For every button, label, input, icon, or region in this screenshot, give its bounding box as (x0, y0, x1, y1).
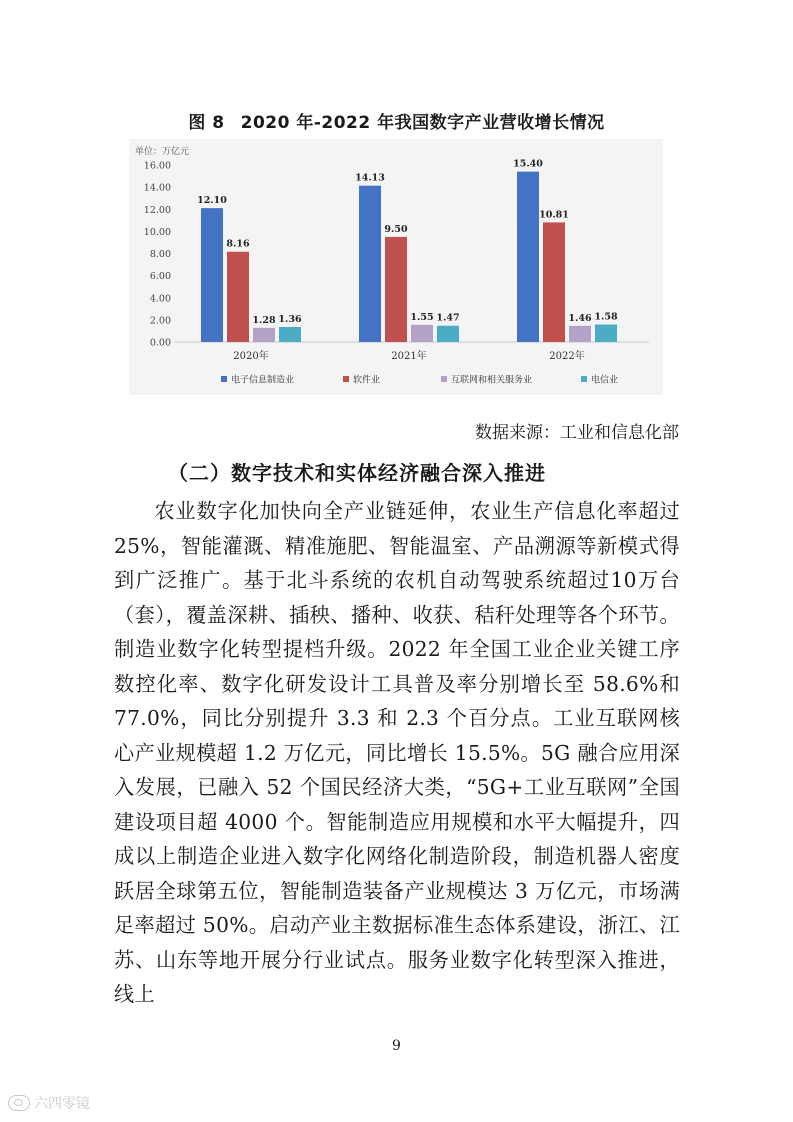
bar (359, 186, 381, 342)
y-tick-label: 4.00 (149, 293, 171, 305)
data-label: 1.47 (436, 312, 460, 324)
data-label: 1.36 (278, 313, 302, 325)
y-tick-label: 14.00 (143, 182, 171, 194)
y-tick-label: 6.00 (149, 271, 171, 283)
bar (595, 325, 617, 342)
legend-swatch (343, 376, 349, 382)
bar (201, 208, 223, 342)
bar (411, 325, 433, 342)
legend-label: 软件业 (353, 375, 381, 386)
data-label: 9.50 (384, 223, 408, 235)
bar (385, 237, 407, 342)
figure-caption: 2020 年-2022 年我国数字产业营收增长情况 (240, 113, 605, 133)
y-tick-label: 16.00 (143, 160, 171, 172)
y-tick-label: 12.00 (143, 204, 171, 216)
unit-label: 单位：万亿元 (135, 147, 190, 157)
watermark-logo-icon (8, 1095, 30, 1111)
watermark (8, 1093, 90, 1113)
bar (437, 326, 459, 342)
data-label: 1.58 (594, 311, 618, 323)
bar (253, 328, 275, 342)
bar (543, 222, 565, 342)
y-tick-label: 0.00 (149, 337, 171, 349)
y-tick-label: 8.00 (149, 249, 171, 260)
y-tick-label: 10.00 (143, 226, 171, 238)
body-paragraph: 农业数字化加快向全产业链延伸，农业生产信息化率超过25%，智能灌溉、精准施肥、智能温室、产品溯源等新模式得到广泛推广。基于北斗系统的农机自动驾驶系统超过10万台（套），覆盖深耕、插秧、播种、收获、秸秆处理等各个环节。制造业数字化转型提档升级。2022 年全国工业企业关键工序数控化率、数字化研发设计工具普及率分别增长至 58.6%和77.0%，同比分别提升 3.3 和 2.3 个百分点。工业互联网核心产业规模超 1.2 万亿元，同比增长 15.5%。5G 融合应用深入发展，已融入 52 个国民经济大类，“5G+工业互联网”全国建设项目超 4000 个。智能制造应用规模和水平大幅提升，四成以上制造企业进入数字化网络化制造阶段，制造机器人密度跃居全球第五位，智能制造装备产业规模达 3 万亿元，市场满足率超过 50%。启动产业主数据标准生态体系建设，浙江、江苏、山东等地开展分行业试点。服务业数字化转型深入推进，线上 (114, 499, 680, 1006)
bar (279, 327, 301, 342)
data-label: 14.13 (355, 172, 385, 184)
data-label: 1.28 (252, 314, 276, 326)
x-tick-label: 2020年 (233, 351, 269, 362)
bar (569, 326, 591, 342)
watermark-text: 六四零镜 (34, 1096, 90, 1112)
legend-swatch (221, 376, 227, 382)
bar (517, 172, 539, 342)
data-label: 12.10 (197, 195, 227, 207)
figure-number: 图 8 (188, 113, 225, 133)
legend-swatch (581, 376, 587, 382)
legend-label: 互联网和相关服务业 (451, 375, 533, 386)
data-label: 8.16 (226, 238, 250, 250)
revenue-bar-chart (129, 139, 663, 395)
figure-title (0, 108, 793, 133)
data-source: 数据来源：工业和信息化部 (475, 423, 679, 443)
data-label: 1.55 (410, 311, 434, 323)
data-label: 15.40 (513, 158, 543, 170)
x-tick-label: 2021年 (391, 351, 427, 362)
chart-svg (129, 139, 663, 395)
y-tick-label: 2.00 (149, 315, 171, 327)
section-heading: （二）数字技术和实体经济融合深入推进 (168, 461, 546, 485)
x-tick-label: 2022年 (549, 351, 585, 362)
legend-label: 电子信息制造业 (231, 375, 295, 386)
bar (227, 252, 249, 342)
data-label: 1.46 (568, 312, 592, 324)
data-label: 10.81 (539, 209, 569, 221)
legend-swatch (441, 376, 447, 382)
page-number: 9 (392, 1038, 401, 1054)
legend-label: 电信业 (591, 375, 619, 386)
